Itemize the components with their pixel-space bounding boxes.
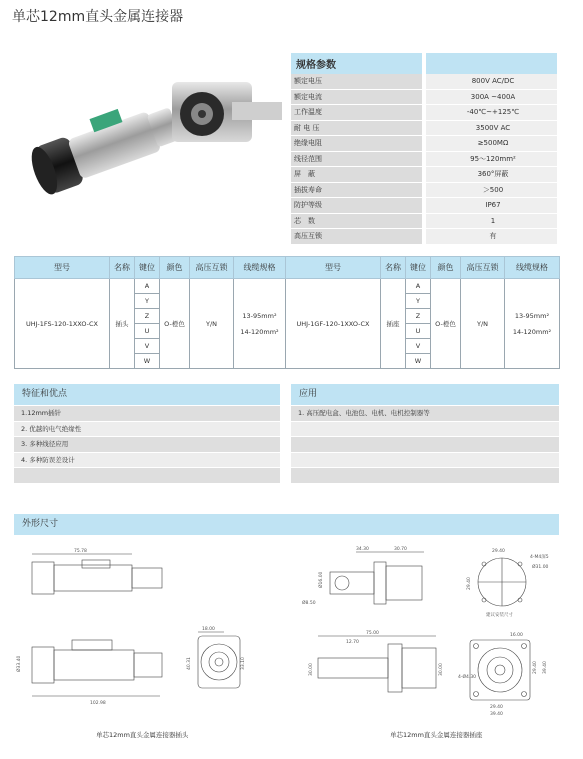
svg-text:18.00: 18.00	[202, 627, 215, 632]
svg-text:4-M4深5: 4-M4深5	[530, 555, 549, 560]
svg-text:29.40: 29.40	[467, 577, 472, 590]
spec-row: 绝缘电阻 ≥500MΩ	[291, 136, 557, 152]
key-cell: V	[406, 339, 431, 354]
svg-text:40.31: 40.31	[187, 657, 192, 670]
applications-list	[291, 406, 559, 484]
list-item: 1. 高压配电盒、电池包、电机、电机控制器等	[291, 406, 559, 421]
model-table: 型号 名称 键位 颜色 高压互锁 线缆规格 型号 名称 键位 颜色 高压互锁 线缆规格 UHJ-1FS-120-1XXO-CX 插头 A O-橙色 Y/N 13-95mm² 14-120mm² UHJ-1GF-120-1XXO-CX 插座 A O-橙色 Y/N 13-95mm² 14-120mm² Y Y Z Z U U V V W W	[14, 256, 560, 369]
key-cell: V	[135, 339, 160, 354]
features-list	[14, 406, 280, 484]
plug-side-view-top	[32, 554, 162, 594]
svg-text:Ø33.40: Ø33.40	[17, 655, 22, 672]
dimension-labels	[15, 546, 549, 717]
list-item	[291, 422, 559, 437]
left-model: UHJ-1FS-120-1XXO-CX	[15, 279, 110, 369]
left-color: O-橙色	[160, 279, 190, 369]
left-interlock: Y/N	[190, 279, 234, 369]
plug-front-view	[198, 632, 240, 688]
key-cell: Y	[406, 294, 431, 309]
key-cell: U	[406, 324, 431, 339]
svg-text:39.40: 39.40	[543, 661, 548, 674]
svg-text:30.00: 30.00	[439, 663, 444, 676]
socket-side-view-top	[330, 552, 424, 604]
right-color: O-橙色	[431, 279, 461, 369]
spec-row: 芯 数 1	[291, 213, 557, 229]
svg-text:102.98: 102.98	[90, 701, 106, 706]
list-item	[291, 437, 559, 452]
key-cell: A	[406, 279, 431, 294]
svg-text:29.40: 29.40	[533, 661, 538, 674]
svg-text:4-Ø4.30: 4-Ø4.30	[458, 675, 477, 680]
svg-text:Ø8.50: Ø8.50	[302, 601, 316, 606]
svg-text:75.00: 75.00	[366, 631, 379, 636]
left-name: 插头	[110, 279, 135, 369]
plug-caption: 单芯12mm直头金属连接器插头	[96, 731, 189, 739]
svg-text:12.70: 12.70	[346, 640, 359, 645]
list-item: 4. 多种防误差设计	[14, 453, 280, 468]
drawings-header: 外形尺寸	[14, 514, 559, 535]
key-cell: U	[135, 324, 160, 339]
applications-header: 应用	[291, 384, 559, 405]
key-cell: W	[406, 354, 431, 369]
key-cell: Z	[135, 309, 160, 324]
list-item	[291, 453, 559, 468]
key-cell: W	[135, 354, 160, 369]
spec-row: 插拔寿命 ＞500	[291, 182, 557, 198]
svg-text:16.00: 16.00	[510, 633, 523, 638]
svg-text:30.00: 30.00	[309, 663, 314, 676]
socket-caption: 单芯12mm直头金属连接器插座	[390, 731, 483, 739]
list-item: 3. 多种线径应用	[14, 437, 280, 452]
key-cell: Z	[406, 309, 431, 324]
left-cable: 13-95mm² 14-120mm²	[234, 279, 286, 369]
spec-row: 耐 电 压 3500V AC	[291, 120, 557, 136]
spec-header: 规格参数	[291, 53, 424, 74]
svg-text:Ø31.00: Ø31.00	[532, 565, 549, 570]
list-item	[14, 468, 280, 483]
svg-text:39.40: 39.40	[490, 712, 503, 717]
spec-row: 额定电流 300A ~400A	[291, 89, 557, 105]
plug-image	[24, 92, 184, 197]
svg-text:30.70: 30.70	[394, 547, 407, 552]
key-cell: Y	[135, 294, 160, 309]
svg-text:33.10: 33.10	[241, 657, 246, 670]
product-photo	[12, 62, 284, 212]
panel-cutout-view	[478, 558, 526, 606]
page-title: 单芯12mm直头金属连接器	[12, 9, 184, 25]
right-name: 插座	[381, 279, 406, 369]
svg-text:34.30: 34.30	[356, 547, 369, 552]
spec-row: 线径范围 95～120mm²	[291, 151, 557, 167]
features-header: 特征和优点	[14, 384, 280, 405]
spec-row: 屏 蔽 360°屏蔽	[291, 167, 557, 183]
socket-side-view-bottom	[318, 636, 436, 692]
svg-text:75.78: 75.78	[74, 549, 87, 554]
technical-drawings	[12, 540, 570, 740]
svg-text:29.40: 29.40	[492, 549, 505, 554]
svg-text:建议安装尺寸: 建议安装尺寸	[486, 613, 513, 618]
socket-front-view	[470, 640, 530, 700]
svg-text:Ø16.00: Ø16.00	[319, 571, 324, 588]
spec-row: 高压互锁 有	[291, 229, 557, 245]
svg-text:29.40: 29.40	[490, 705, 503, 710]
list-item: 1.12mm插针	[14, 406, 280, 421]
list-item: 2. 优越的电气绝缘性	[14, 422, 280, 437]
spec-row: 额定电压 800V AC/DC	[291, 74, 557, 89]
right-cable: 13-95mm² 14-120mm²	[505, 279, 560, 369]
spec-row: 防护等级 IP67	[291, 198, 557, 214]
key-cell: A	[135, 279, 160, 294]
plug-side-view-bottom	[32, 640, 162, 696]
list-item	[291, 468, 559, 483]
socket-image	[172, 82, 282, 142]
spec-table	[291, 53, 557, 245]
right-model: UHJ-1GF-120-1XXO-CX	[286, 279, 381, 369]
right-interlock: Y/N	[461, 279, 505, 369]
spec-row: 工作温度 -40℃~+125℃	[291, 105, 557, 121]
